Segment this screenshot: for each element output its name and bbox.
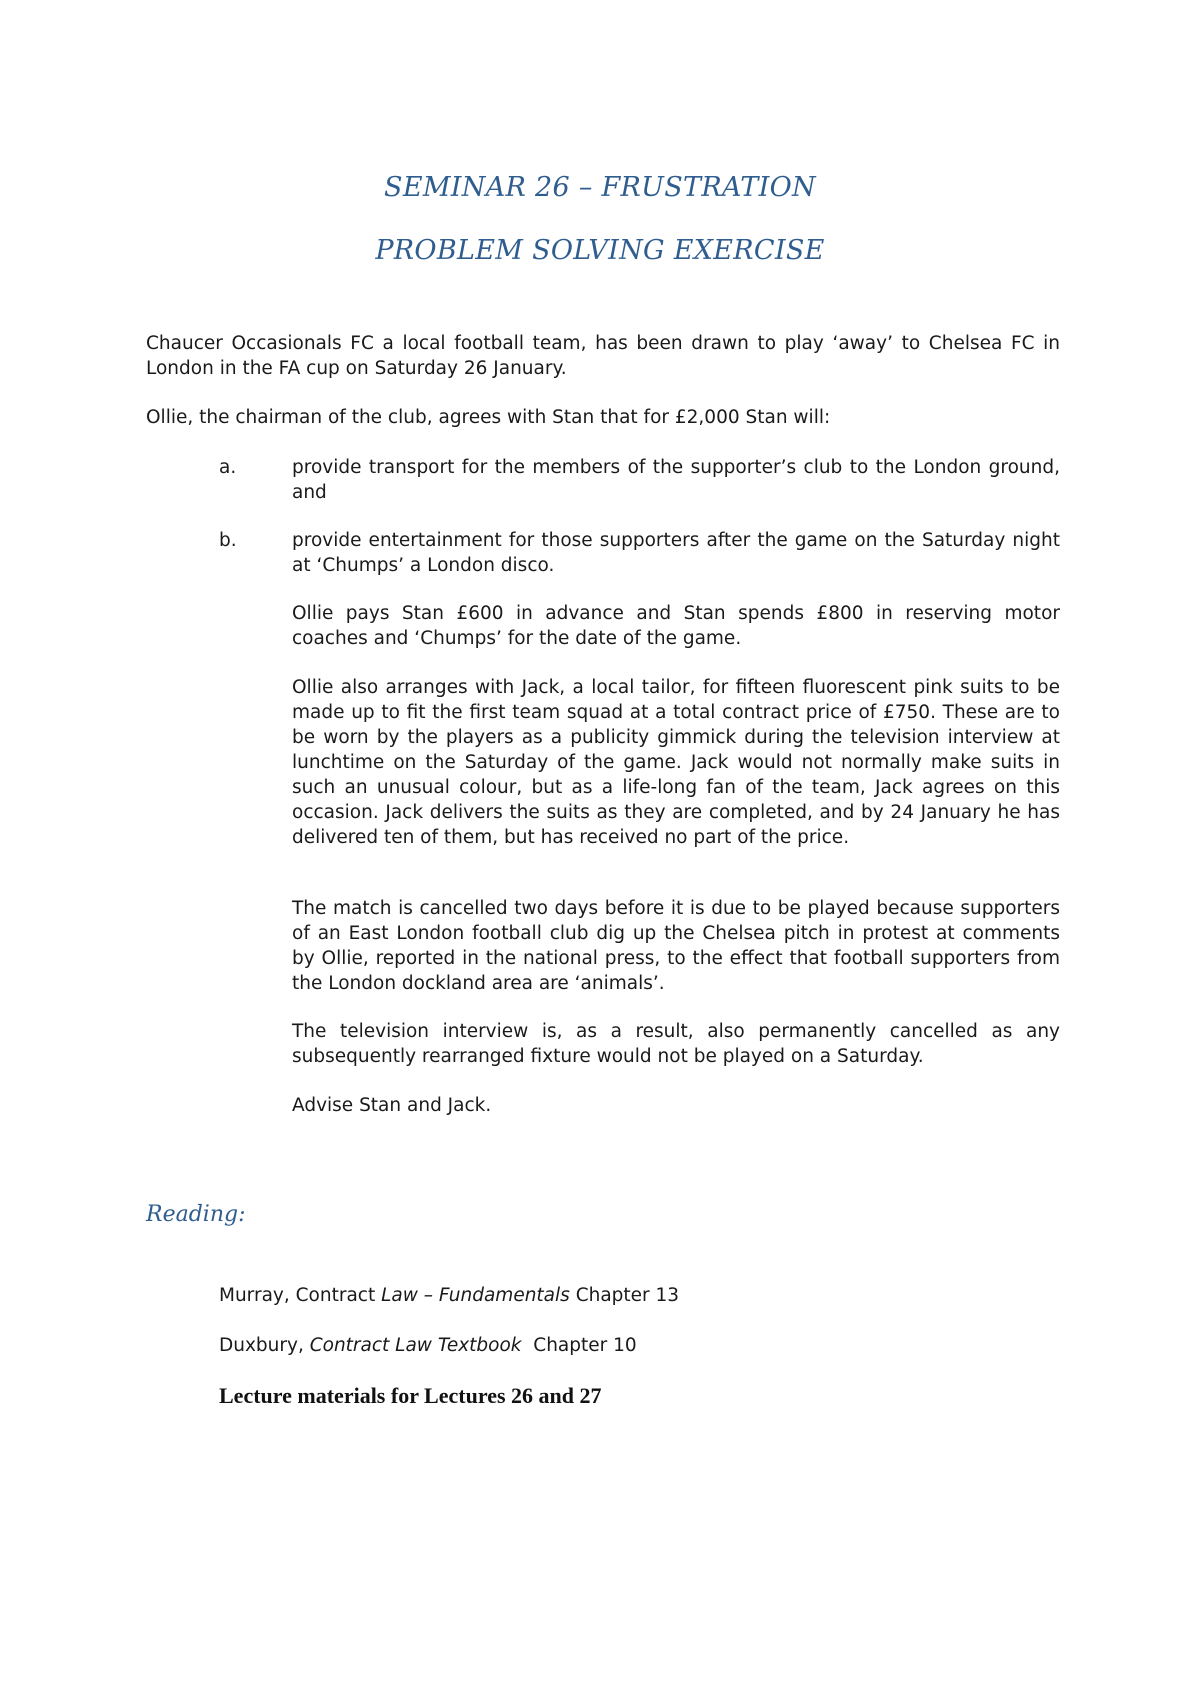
list-marker: b.	[219, 530, 237, 551]
exercise-subtitle: PROBLEM SOLVING EXERCISE	[375, 235, 825, 266]
ref-title: Contract Law Textbook	[309, 1335, 522, 1356]
advise-instruction: Advise Stan and Jack.	[292, 1095, 492, 1116]
reading-reference-duxbury	[219, 1333, 637, 1358]
list-marker: a.	[219, 457, 237, 478]
paragraph: The television interview is, as a result, also permanently cancelled as any subsequently rearranged fixture would not be played on a Saturday.	[292, 1021, 1060, 1067]
seminar-title: SEMINAR 26 – FRUSTRATION	[384, 172, 816, 203]
paragraph: The match is cancelled two days before it is due to be played because supporters of an East London football club dig up the Chelsea pitch in protest at comments by Ollie, reported in the national press, to the effect that football supporters from the London dockland area are ‘animals’.	[292, 898, 1060, 994]
paragraph: Ollie also arranges with Jack, a local tailor, for fifteen fluorescent pink suits to be made up to fit the first team squad at a total contract price of £750. These are to be worn by the players as a publicity gimmick during the television interview at lunchtime on the Saturday of the game. Jack would not normally make suits in such an unusual colour, but as a life-long fan of the team, Jack agrees on this occasion. Jack delivers the suits as they are completed, and by 24 January he has delivered ten of them, but has received no part of the price.	[292, 677, 1060, 848]
reading-reference-murray	[219, 1283, 679, 1308]
agreement-paragraph: Ollie, the chairman of the club, agrees with Stan that for £2,000 Stan will:	[146, 407, 831, 428]
list-item-text: provide entertainment for those supporters after the game on the Saturday night at ‘Chumps’ a London disco.	[292, 530, 1060, 576]
paragraph: Ollie pays Stan £600 in advance and Stan spends £800 in reserving motor coaches and ‘Chumps’ for the date of the game.	[292, 603, 1060, 649]
ref-author: Duxbury,	[219, 1335, 310, 1356]
list-item-text: provide transport for the members of the supporter’s club to the London ground, and	[292, 457, 1060, 503]
intro-paragraph: Chaucer Occasionals FC a local football team, has been drawn to play ‘away’ to Chelsea FC in London in the FA cup on Saturday 26 January.	[146, 333, 1060, 379]
lecture-materials: Lecture materials for Lectures 26 and 27	[219, 1383, 602, 1408]
ref-chapter: Chapter 13	[569, 1285, 680, 1306]
ref-author: Murray, Contract	[219, 1285, 382, 1306]
ref-title: Law – Fundamentals	[381, 1285, 570, 1306]
ref-chapter: Chapter 10	[521, 1335, 637, 1356]
reading-heading: Reading:	[146, 1202, 246, 1227]
